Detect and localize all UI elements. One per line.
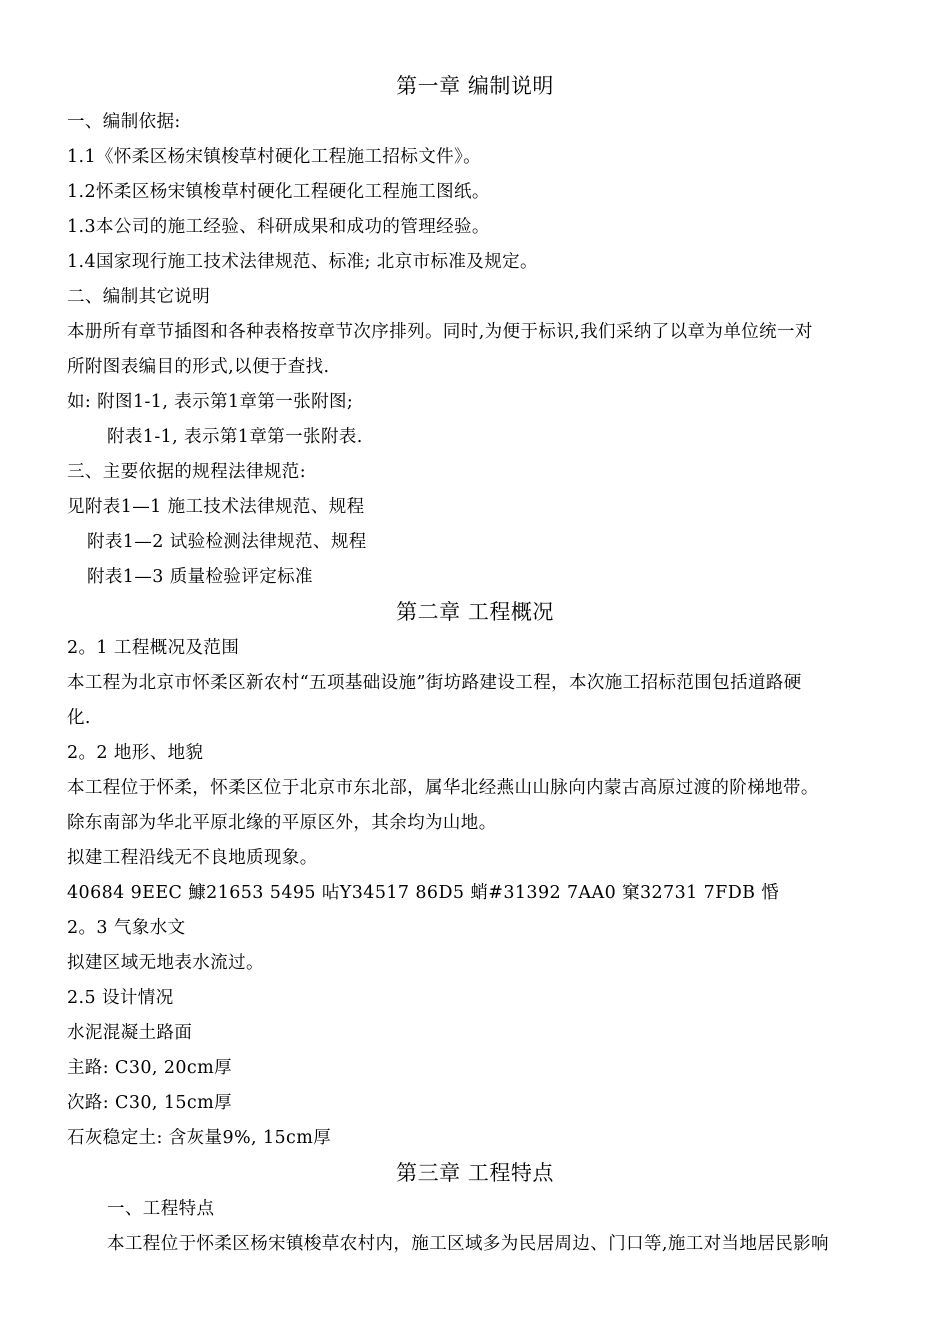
paragraph-line: 化. <box>67 708 91 728</box>
chapter-3-title: 第三章 工程特点 <box>396 1161 554 1185</box>
section-heading-design: 2.5 设计情况 <box>67 988 174 1008</box>
chapter-1-title: 第一章 编制说明 <box>396 74 554 98</box>
section-heading-compilation-basis: 一、编制依据: <box>67 112 181 132</box>
regulation-item-1: 见附表1—1 施工技术法律规范、规程 <box>67 497 365 517</box>
design-item-1: 水泥混凝土路面 <box>67 1023 193 1043</box>
design-item-2: 主路: C30, 20cm厚 <box>67 1058 233 1078</box>
paragraph-line: 除东南部为华北平原北缘的平原区外，其余均为山地。 <box>67 813 497 833</box>
paragraph-line: 本工程位于怀柔区杨宋镇梭草农村内，施工区域多为民居周边、门口等,施工对当地居民影响 <box>107 1234 829 1254</box>
section-heading-features: 一、工程特点 <box>107 1199 215 1219</box>
regulation-item-3: 附表1—3 质量检验评定标准 <box>87 567 313 587</box>
design-item-4: 石灰稳定土: 含灰量9%, 15cm厚 <box>67 1128 332 1148</box>
basis-item-1: 1.1《怀柔区杨宋镇梭草村硬化工程施工招标文件》。 <box>67 147 482 167</box>
paragraph-line: 本工程位于怀柔，怀柔区位于北京市东北部，属华北经燕山山脉向内蒙古高原过渡的阶梯地带。 <box>67 778 819 798</box>
chapter-2-title: 第二章 工程概况 <box>396 600 554 624</box>
basis-item-4: 1.4国家现行施工技术法律规范、标准; 北京市标准及规定。 <box>67 252 538 272</box>
paragraph-line: 本册所有章节插图和各种表格按章节次序排列。同时,为便于标识,我们采纳了以章为单位统一对 <box>67 322 813 342</box>
example-line-1: 如: 附图1-1, 表示第1章第一张附图; <box>67 392 354 412</box>
paragraph-line: 所附图表编目的形式,以便于查找. <box>67 357 330 377</box>
basis-item-2: 1.2怀柔区杨宋镇梭草村硬化工程硬化工程施工图纸。 <box>67 182 490 202</box>
section-heading-overview-scope: 2。1 工程概况及范围 <box>67 638 240 658</box>
garbled-code-line: 40684 9EEC 鱇21653 5495 呫Y34517 86D5 蛸#31392 7AA0 窠32731 7FDB 惛 <box>67 883 780 903</box>
example-line-2: 附表1-1, 表示第1章第一张附表. <box>107 427 363 447</box>
regulation-item-2: 附表1—2 试验检测法律规范、规程 <box>87 532 367 552</box>
section-heading-hydrology: 2。3 气象水文 <box>67 918 186 938</box>
paragraph-line: 拟建工程沿线无不良地质现象。 <box>67 848 318 868</box>
basis-item-3: 1.3本公司的施工经验、科研成果和成功的管理经验。 <box>67 217 490 237</box>
paragraph-line: 本工程为北京市怀柔区新农村“五项基础设施”街坊路建设工程，本次施工招标范围包括道路硬 <box>67 673 802 693</box>
section-heading-other-notes: 二、编制其它说明 <box>67 287 211 307</box>
section-heading-regulations: 三、主要依据的规程法律规范: <box>67 462 306 482</box>
section-heading-terrain: 2。2 地形、地貌 <box>67 743 204 763</box>
design-item-3: 次路: C30, 15cm厚 <box>67 1093 233 1113</box>
paragraph-line: 拟建区域无地表水流过。 <box>67 953 264 973</box>
